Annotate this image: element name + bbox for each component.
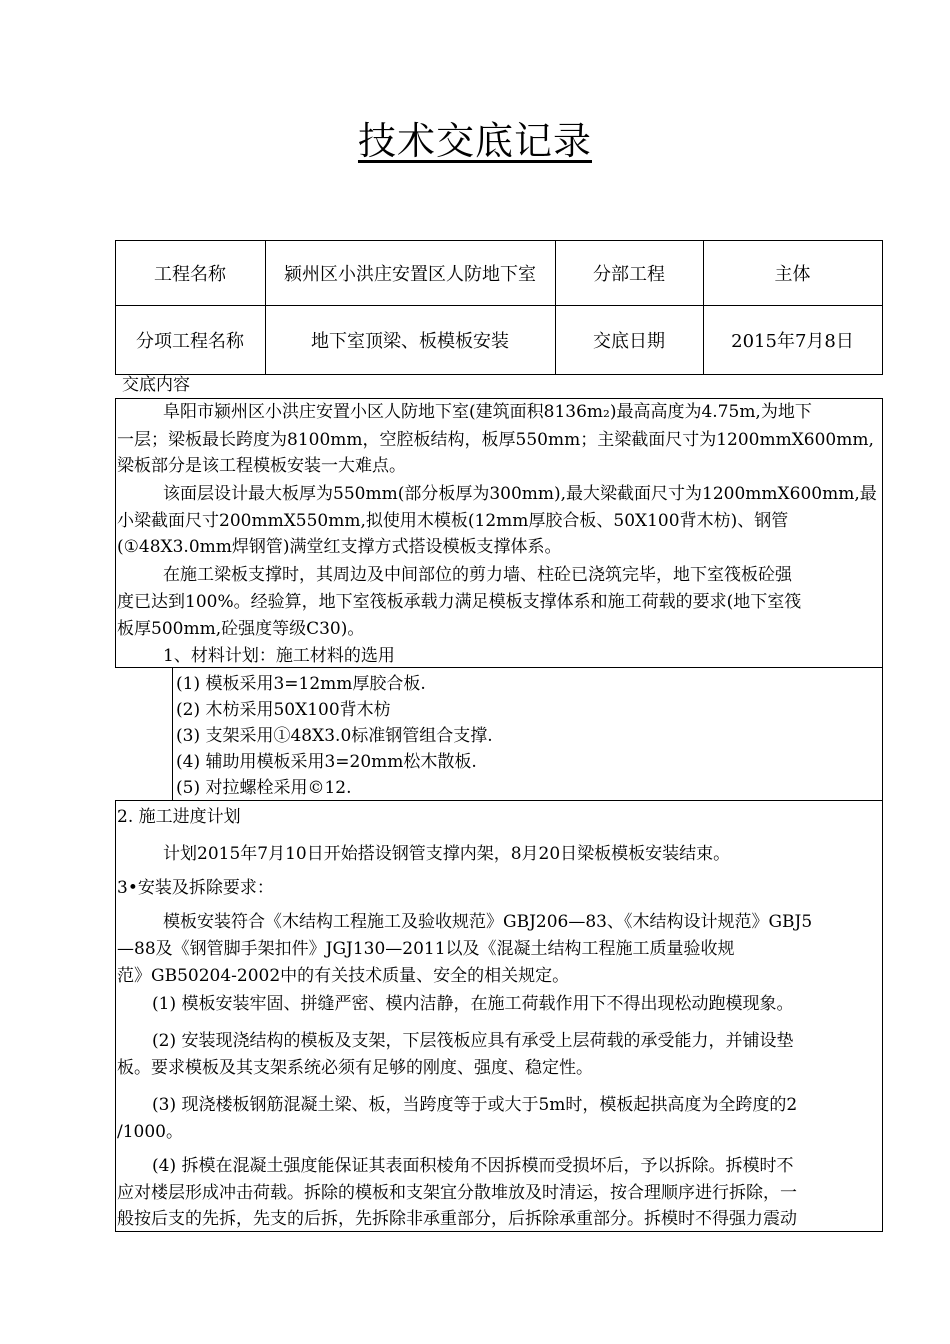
subitem-value: 地下室顶梁、板模板安装 xyxy=(311,330,509,352)
division-label: 分部工程 xyxy=(593,263,665,285)
paragraph-line: —88及《钢管脚手架扣件》JGJ130—2011以及《混凝土结构工程施工质量验收规 xyxy=(117,939,735,959)
content-box-right xyxy=(882,398,883,668)
paragraph-line: (4) 拆模在混凝土强度能保证其表面积棱角不因拆模而受损坏后，予以拆除。拆模时不 xyxy=(152,1156,794,1176)
content-box-top xyxy=(115,398,883,399)
lower-box-left xyxy=(115,800,116,1232)
paragraph-line: (①48X3.0mm焊钢管)满堂红支撑方式搭设模板支撑体系。 xyxy=(117,537,562,557)
materials-box-bottom xyxy=(115,800,883,801)
schedule-heading: 2. 施工进度计划 xyxy=(117,807,241,827)
paragraph-line: (2) 安装现浇结构的模板及支架，下层筏板应具有承受上层荷载的承受能力，并铺设垫 xyxy=(152,1031,794,1051)
paragraph-line: 阜阳市颍州区小洪庄安置小区人防地下室(建筑面积8136m₂)最高高度为4.75m,为地下 xyxy=(163,402,812,422)
paragraph-line: 梁板部分是该工程模板安装一大难点。 xyxy=(117,456,406,476)
content-box-left xyxy=(115,398,116,668)
paragraph-line: 板。要求模板及其支架系统必须有足够的刚度、强度、稳定性。 xyxy=(117,1058,593,1078)
table-border-bottom xyxy=(115,374,883,375)
document-title: 技术交底记录 xyxy=(357,119,592,163)
material-item: (5) 对拉螺栓采用©12. xyxy=(176,778,352,798)
paragraph-line: (3) 现浇楼板钢筋混凝土梁、板，当跨度等于或大于5m时，模板起拱高度为全跨度的2 xyxy=(152,1095,798,1115)
paragraph-line: 小梁截面尺寸200mmX550mm,拟使用木模板(12mm厚胶合板、50X100背木枋)、钢管 xyxy=(117,511,789,531)
material-item: (4) 辅助用模板采用3=20mm松木散板. xyxy=(176,752,477,772)
date-value: 2015年7月8日 xyxy=(731,330,854,352)
material-item: (1) 模板采用3=12mm厚胶合板. xyxy=(176,674,426,694)
paragraph-line: 在施工梁板支撑时，其周边及中间部位的剪力墙、柱砼已浇筑完毕，地下室筏板砼强 xyxy=(163,565,792,585)
materials-heading: 1、材料计划：施工材料的选用 xyxy=(163,646,395,666)
install-heading: 3•安装及拆除要求： xyxy=(117,878,274,898)
material-item: (2) 木枋采用50X100背木枋 xyxy=(176,700,391,720)
lower-box-bottom xyxy=(115,1231,883,1232)
schedule-text: 计划2015年7月10日开始搭设钢管支撑内架，8月20日梁板模板安装结束。 xyxy=(163,844,731,864)
date-label: 交底日期 xyxy=(593,330,665,352)
project-name-label: 工程名称 xyxy=(154,263,226,285)
paragraph-line: 范》GB50204-2002中的有关技术质量、安全的相关规定。 xyxy=(117,966,570,986)
paragraph-line: 应对楼层形成冲击荷载。拆除的模板和支架宜分散堆放及时清运，按合理顺序进行拆除，一 xyxy=(117,1183,797,1203)
paragraph-line: 模板安装符合《木结构工程施工及验收规范》GBJ206—83、《木结构设计规范》GBJ5 xyxy=(163,912,813,932)
subitem-label: 分项工程名称 xyxy=(136,330,244,352)
paragraph-line: /1000。 xyxy=(117,1122,183,1142)
paragraph-line: 该面层设计最大板厚为550mm(部分板厚为300mm),最大梁截面尺寸为1200mmX600mm,最 xyxy=(163,484,877,504)
requirement-1: (1) 模板安装牢固、拼缝严密、模内洁静，在施工荷载作用下不得出现松动跑模现象。 xyxy=(152,994,794,1014)
materials-box-right xyxy=(882,668,883,801)
division-value: 主体 xyxy=(774,263,811,285)
paragraph-line: 度已达到100%。经验算，地下室筏板承载力满足模板支撑体系和施工荷载的要求(地下室筏 xyxy=(117,592,802,612)
paragraph-line: 板厚500mm,砼强度等级C30)。 xyxy=(117,619,365,639)
paragraph-line: 般按后支的先拆，先支的后拆，先拆除非承重部分，后拆除承重部分。拆模时不得强力震动 xyxy=(117,1209,797,1229)
content-box-bottom xyxy=(115,667,883,668)
table-border-right xyxy=(882,240,883,375)
paragraph-line: 一层；梁板最长跨度为8100mm，空腔板结构，板厚550mm；主梁截面尺寸为1200mmX600mm, xyxy=(117,430,874,450)
materials-box-left xyxy=(172,668,173,801)
project-name-value: 颍州区小洪庄安置区人防地下室 xyxy=(284,263,536,285)
material-item: (3) 支架采用①48X3.0标准钢管组合支撑. xyxy=(176,726,493,746)
content-label: 交底内容 xyxy=(122,375,190,395)
lower-box-right xyxy=(882,800,883,1232)
